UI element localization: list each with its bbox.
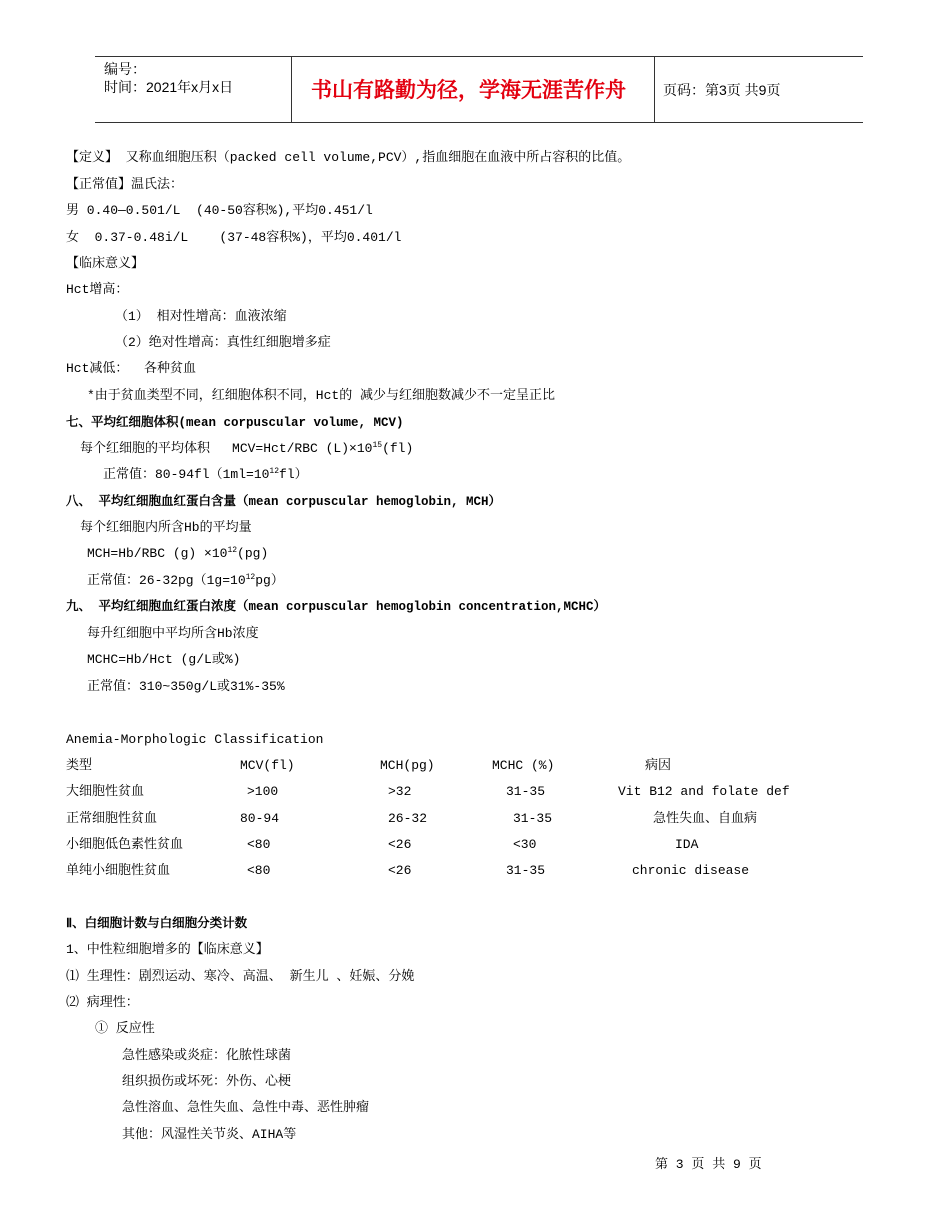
mch-formula-unit: (pg) <box>237 546 269 561</box>
table-cell: 31-35 <box>506 863 546 878</box>
page-header <box>95 56 863 123</box>
mcv-formula-line <box>80 441 413 457</box>
mch-normal-tail: pg） <box>255 573 284 588</box>
page-indicator: 页码：第3页 共9页 <box>663 82 781 98</box>
mcv-normal-tail: fl） <box>279 467 308 482</box>
wbc-physiological: ⑴ 生理性：剧烈运动、寒冷、高温、 新生儿 、妊娠、分娩 <box>66 969 415 984</box>
mch-formula-line <box>87 546 268 562</box>
table-header-cell: MCV(fl) <box>240 758 295 773</box>
table-cell: 80-94 <box>240 811 280 826</box>
mcv-formula-exponent: 15 <box>372 441 383 450</box>
mcv-normal-exponent: 12 <box>269 467 280 476</box>
hct-clinical-title: 【临床意义】 <box>66 256 145 271</box>
hct-normal-female: 女 0.37-0.48i/L (37-48容积%)，平均0.401/l <box>66 230 402 245</box>
table-header-cell: MCHC (%) <box>492 758 555 773</box>
table-cell: 急性失血、自血病 <box>653 811 758 826</box>
table-cell: >32 <box>388 784 412 799</box>
hct-increase-item: （2）绝对性增高：真性红细胞增多症 <box>115 335 331 350</box>
hct-normal-male: 男 0.40—0.501/L (40-50容积%),平均0.451/l <box>66 203 373 218</box>
hct-normal-title: 【正常值】温氏法： <box>66 177 184 192</box>
header-divider <box>291 57 292 122</box>
table-header-cell: 病因 <box>645 758 672 773</box>
table-header-cell: MCH(pg) <box>380 758 435 773</box>
table-cell: Vit B12 and folate def <box>618 784 790 799</box>
header-motto: 书山有路勤为径，学海无涯苦作舟 <box>311 79 626 102</box>
table-cell: 小细胞低色素性贫血 <box>66 837 184 852</box>
page-footer: 第 3 页 共 9 页 <box>655 1157 762 1172</box>
hct-decrease: Hct减低： 各种贫血 <box>66 361 197 376</box>
mcv-description: 每个红细胞的平均体积 <box>80 441 211 456</box>
document-time: 时间：2021年x月x日 <box>104 79 234 95</box>
table-cell: <80 <box>247 837 271 852</box>
table-cell: >100 <box>247 784 279 799</box>
mch-description: 每个红细胞内所含Hb的平均量 <box>80 520 252 535</box>
table-cell: chronic disease <box>632 863 750 878</box>
mcv-heading: 七、平均红细胞体积(mean corpuscular volume, MCV) <box>66 416 404 430</box>
hct-increase-title: Hct增高： <box>66 282 129 297</box>
mcv-normal: 正常值：80-94fl（1ml=10 <box>103 467 270 482</box>
mchc-description: 每升红细胞中平均所含Hb浓度 <box>87 626 259 641</box>
mcv-formula-unit: (fl) <box>382 441 414 456</box>
hct-increase-item: （1） 相对性增高：血液浓缩 <box>115 309 287 324</box>
table-cell: 31-35 <box>506 784 546 799</box>
hct-definition: 【定义】 又称血细胞压积（packed cell volume,PCV）,指血细胞在血液中所占容积的比值。 <box>66 150 631 165</box>
mch-formula: MCH=Hb/RBC (g) ×10 <box>87 546 228 561</box>
mch-normal: 正常值：26-32pg（1g=10 <box>87 573 246 588</box>
table-cell: 单纯小细胞性贫血 <box>66 863 171 878</box>
mchc-heading: 九、 平均红细胞血红蛋白浓度（mean corpuscular hemoglobin concentration,MCHC） <box>66 600 607 614</box>
wbc-reactive: ① 反应性 <box>95 1021 155 1036</box>
wbc-item-1: 1、中性粒细胞增多的【临床意义】 <box>66 942 269 957</box>
table-cell: 大细胞性贫血 <box>66 784 145 799</box>
wbc-heading: Ⅱ、白细胞计数与白细胞分类计数 <box>66 917 248 931</box>
mch-normal-line <box>87 573 284 589</box>
mchc-normal: 正常值：310~350g/L或31%-35% <box>87 679 285 694</box>
table-cell: 正常细胞性贫血 <box>66 811 158 826</box>
mch-heading: 八、 平均红细胞血红蛋白含量（mean corpuscular hemoglobin, MCH） <box>66 495 502 509</box>
table-cell: <26 <box>388 837 412 852</box>
document-number-label: 编号： <box>104 61 146 77</box>
table-cell: IDA <box>675 837 699 852</box>
mcv-normal-line <box>103 467 308 483</box>
mch-formula-exponent: 12 <box>227 546 238 555</box>
table-cell: <30 <box>513 837 537 852</box>
table-cell: 26-32 <box>388 811 428 826</box>
hct-note: *由于贫血类型不同，红细胞体积不同，Hct的 减少与红细胞数减少不一定呈正比 <box>87 388 556 403</box>
mcv-formula: MCV=Hct/RBC (L)×10 <box>232 441 373 456</box>
wbc-reactive-item: 组织损伤或坏死：外伤、心梗 <box>122 1074 292 1089</box>
wbc-reactive-item: 其他：风湿性关节炎、AIHA等 <box>122 1127 297 1142</box>
table-cell: 31-35 <box>513 811 553 826</box>
wbc-reactive-item: 急性溶血、急性失血、急性中毒、恶性肿瘤 <box>122 1100 370 1115</box>
table-cell: <80 <box>247 863 271 878</box>
header-divider <box>654 57 655 122</box>
mch-normal-exponent: 12 <box>245 573 256 582</box>
wbc-pathological: ⑵ 病理性： <box>66 995 139 1010</box>
mchc-formula: MCHC=Hb/Hct (g/L或%) <box>87 652 241 667</box>
wbc-reactive-item: 急性感染或炎症：化脓性球菌 <box>122 1048 292 1063</box>
table-header-cell: 类型 <box>66 758 93 773</box>
table-cell: <26 <box>388 863 412 878</box>
anemia-table-title: Anemia-Morphologic Classification <box>66 732 324 747</box>
